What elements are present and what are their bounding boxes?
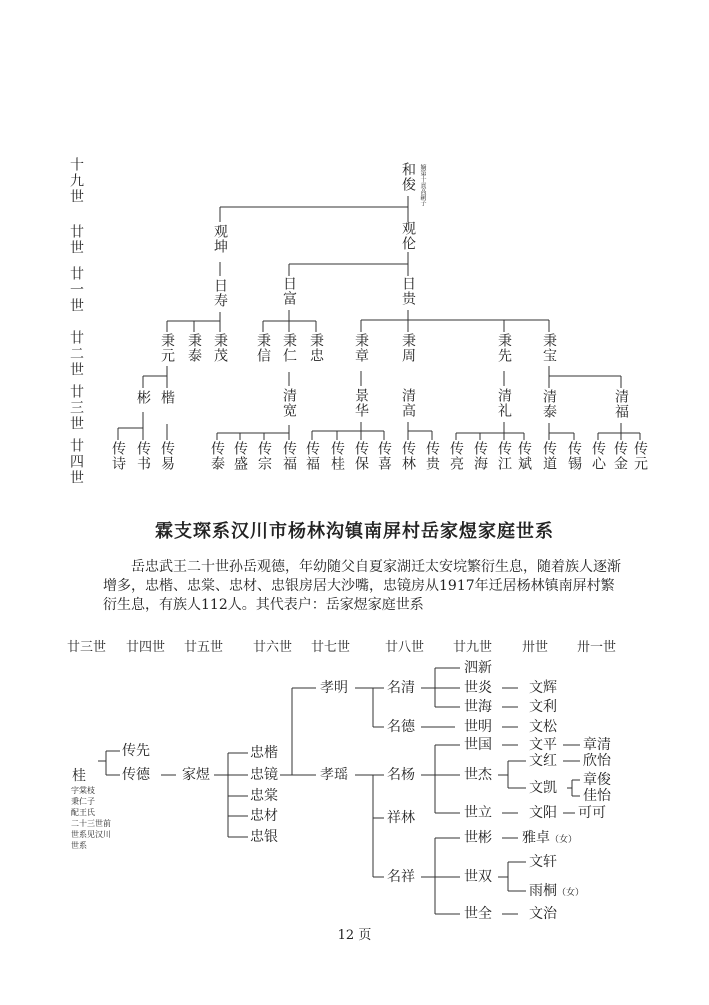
tree-node: 世彬 (464, 830, 492, 846)
tree-node: 文红 (529, 753, 557, 769)
tree-node: 世杰 (464, 767, 492, 783)
tree-node: 秉先 (496, 333, 512, 363)
tree-node: 孝瑶 (320, 767, 348, 783)
tree-node: 欣怡 (583, 753, 611, 769)
generation-header: 廿五世 (184, 640, 224, 655)
page-number: 12 页 (337, 928, 372, 943)
tree-node: 文轩 (529, 854, 557, 870)
tree-node: 传书 (135, 441, 151, 471)
tree-node: 传宗 (256, 441, 272, 471)
tree-node: 清泰 (541, 389, 557, 419)
tree-node: 秉宝 (541, 333, 557, 363)
tree-node: 忠棠 (250, 788, 278, 804)
generation-label: 廿二世 (68, 330, 84, 378)
tree-node: 传保 (353, 441, 369, 471)
root-ancestor-name: 和俊 (400, 162, 416, 192)
tree-node: 传金 (612, 441, 628, 471)
tree-node: 清高 (400, 388, 416, 418)
tree-node: 忠楷 (250, 745, 278, 761)
tree-node: 传喜 (376, 441, 392, 471)
generation-label: 廿三世 (68, 384, 84, 432)
tree-node: 文治 (529, 906, 557, 922)
tree-node: 传道 (541, 441, 557, 471)
tree-node: 清福 (613, 389, 629, 419)
generation-header: 廿九世 (453, 640, 493, 655)
tree-node: 文利 (529, 699, 557, 715)
tree-node (529, 883, 584, 901)
tree-node: 祥林 (387, 810, 415, 826)
tree-node: 秉元 (159, 333, 175, 363)
intro-text: 岳忠武王二十世孙岳观德，年幼随父自夏家湖迁太安垸繁衍生息，随着族人逐渐增多，忠楷、忠棠、忠材、忠银房居大沙嘴，忠镜房从1917年迁居杨林镇南屏村繁衍生息，有族人112人。其代表户：岳家煜家庭世系 (103, 559, 621, 613)
ancestor-note-line: 二十三世前 (71, 819, 111, 828)
tree-node: 观伦 (400, 221, 416, 251)
tree-node: 秉忠 (308, 333, 324, 363)
tree-node: 传贵 (424, 441, 440, 471)
tree-node: 日寿 (212, 278, 228, 308)
generation-header: 廿三世 (67, 640, 107, 655)
tree-node: 世海 (464, 699, 492, 715)
tree-node: 传福 (281, 441, 297, 471)
female-note: （女） (557, 888, 585, 898)
tree-node: 观坤 (212, 224, 228, 254)
tree-node: 章清 (583, 737, 611, 753)
generation-label: 廿四世 (68, 438, 84, 486)
tree-node: 秉泰 (186, 333, 202, 363)
tree-node-name: 雅卓 (522, 830, 550, 846)
tree-node: 日贵 (400, 276, 416, 306)
tree-node: 名祥 (387, 869, 415, 885)
tree-node: 秉信 (255, 333, 271, 363)
tree-node: 传先 (122, 743, 150, 759)
tree-node: 世全 (464, 906, 492, 922)
tree-node: 世国 (464, 737, 492, 753)
tree-node-name: 雨桐 (529, 883, 557, 899)
tree-node: 传心 (590, 441, 606, 471)
tree-node: 日富 (281, 276, 297, 306)
tree-node: 世立 (464, 805, 492, 821)
tree-node: 文阳 (529, 805, 557, 821)
tree-node: 秉周 (400, 333, 416, 363)
generation-label: 十九世 (68, 157, 84, 205)
tree-node: 传盛 (232, 441, 248, 471)
tree-node: 世明 (464, 719, 492, 735)
tree-node: 泗新 (464, 660, 492, 676)
tree-node: 传斌 (516, 441, 532, 471)
tree-node: 清礼 (496, 388, 512, 418)
tree-node: 传泰 (209, 441, 225, 471)
root-ancestor-note: 嫡第十貢高嗣子 (419, 164, 426, 206)
generation-header: 卅一世 (577, 640, 617, 655)
tree-node: 传江 (496, 441, 512, 471)
generation-label: 廿一世 (68, 266, 84, 314)
tree-node: 景华 (353, 388, 369, 418)
tree-node: 忠银 (250, 829, 278, 845)
tree-node: 章俊 (583, 772, 611, 788)
tree-node: 传德 (122, 767, 150, 783)
tree-node: 孝明 (320, 680, 348, 696)
tree-node: 传桂 (329, 441, 345, 471)
tree-node: 传锡 (566, 441, 582, 471)
generation-header: 廿六世 (253, 640, 293, 655)
tree-node: 传诗 (110, 441, 126, 471)
tree-node: 名德 (387, 719, 415, 735)
tree-node: 桂 (72, 768, 86, 784)
tree-node: 忠镜 (250, 767, 278, 783)
tree-node: 忠材 (250, 808, 278, 824)
generation-header: 廿七世 (311, 640, 351, 655)
section-title: 霖支琛系汉川市杨林沟镇南屏村岳家煜家庭世系 (155, 521, 554, 542)
tree-node: 传林 (400, 441, 416, 471)
generation-header: 廿四世 (126, 640, 166, 655)
tree-node: 秉章 (353, 333, 369, 363)
tree-node: 佳怡 (583, 788, 611, 804)
intro-paragraph (103, 558, 623, 615)
ancestor-note-line: 秉仁子 (71, 797, 95, 806)
generation-label: 廿世 (68, 224, 84, 256)
tree-node: 名杨 (387, 767, 415, 783)
ancestor-note-line: 字棠枝 (71, 786, 95, 795)
tree-node: 秉茂 (212, 333, 228, 363)
tree-node: 彬 (135, 390, 151, 405)
tree-node: 传元 (632, 441, 648, 471)
tree-node: 秉仁 (281, 333, 297, 363)
tree-node: 世炎 (464, 680, 492, 696)
tree-node: 传福 (304, 441, 320, 471)
tree-node: 名清 (387, 680, 415, 696)
tree-node: 传亮 (448, 441, 464, 471)
ancestor-note-line: 配王氏 (71, 808, 95, 817)
tree-node: 家煜 (182, 767, 210, 783)
tree-node: 文平 (529, 737, 557, 753)
ancestor-note-line: 世系 (71, 841, 87, 850)
ancestor-note-line: 世系见汉川 (71, 830, 111, 839)
tree-node: 传易 (159, 441, 175, 471)
tree-node: 可可 (578, 805, 606, 821)
tree-node: 文松 (529, 719, 557, 735)
tree-node: 文辉 (529, 680, 557, 696)
tree-node: 世双 (464, 869, 492, 885)
female-note: （女） (550, 835, 578, 845)
tree-node: 传海 (472, 441, 488, 471)
tree-node: 文凯 (529, 780, 557, 796)
tree-node: 清宽 (281, 388, 297, 418)
tree-node: 楷 (159, 390, 175, 405)
tree-node (522, 830, 577, 848)
generation-header: 卅世 (522, 640, 549, 655)
generation-header: 廿八世 (385, 640, 425, 655)
